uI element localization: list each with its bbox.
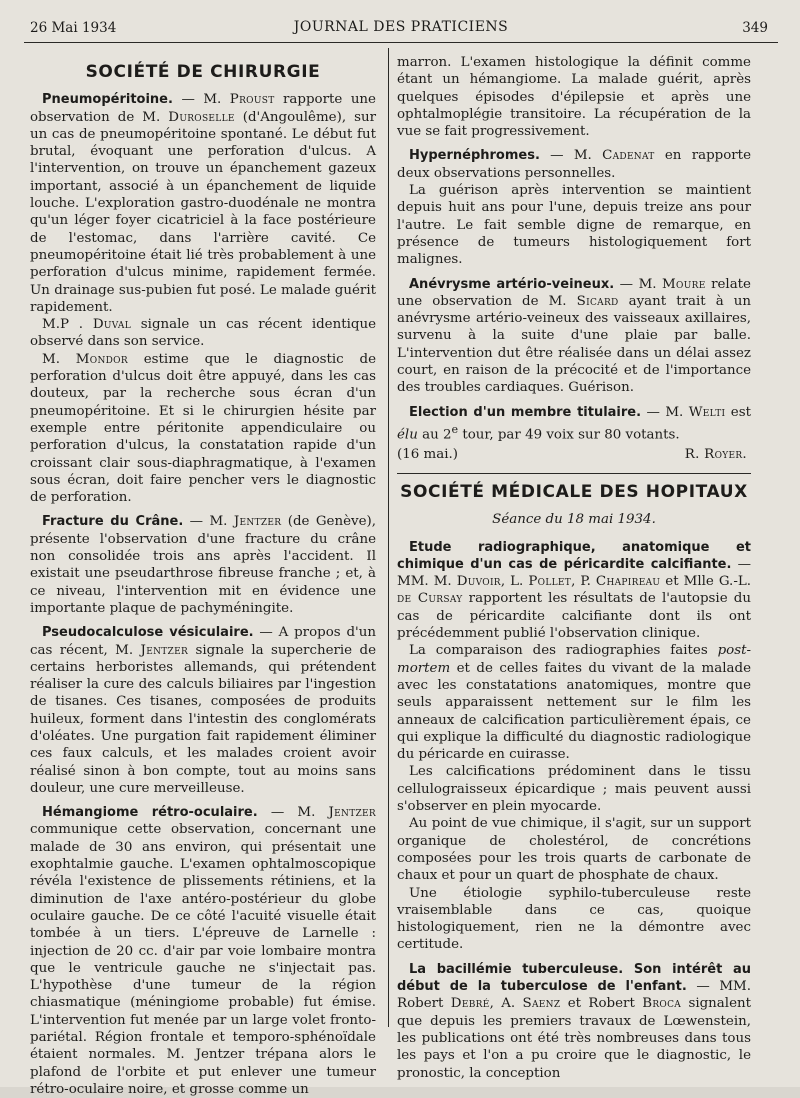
italic-text: post-mortem <box>397 643 751 676</box>
signoff <box>397 446 751 463</box>
author-name: Cadenat <box>602 148 655 164</box>
spacer <box>397 954 751 961</box>
author-name: Proust <box>229 92 275 108</box>
item-title-bacillemie: La bacillémie tuberculeuse. Son intérêt au début de la tuberculose de l'enfant. <box>397 961 751 995</box>
author-name: Mondor <box>75 351 128 367</box>
issue-date: 26 Mai 1934 <box>30 20 117 36</box>
signoff-author: R. Royer. <box>684 446 747 462</box>
paragraph-etude-2 <box>397 642 751 763</box>
text-run: — MM. M. <box>397 556 751 590</box>
text-run: — M. <box>641 404 689 420</box>
paragraph-continuation: marron. L'examen histologique la définit comme étant un hémangiome. La malade guérit, après quelques épisodes d'épilepsie et après une ophtalmoplégie transitoire. La récupération de la vue se fait progressivement. <box>397 55 751 140</box>
text-run: (de Genève), présente l'observation d'une fracture du crâne non consolidée trois ans après l'accident. Il existait une pseudarthrose fibreuse franche ; et, à ce niveau, l'intervention mit en évidence une importante plaque de pachyméningite. <box>30 514 376 616</box>
text-run: , L. <box>500 574 529 590</box>
item-title-election: Election d'un membre titulaire. <box>409 404 642 420</box>
spacer <box>30 506 376 513</box>
text-run: et de celles faites du vivant de la malade avec les constatations anatomiques, montre que seuls apparaissent nettement sur le film les anneaux de calcification particulièrement épais, ce qui explique la difficulté du diagnostic radiologique du péricarde en cuirasse. <box>397 660 751 763</box>
section-title-hopitaux: SOCIÉTÉ MÉDICALE DES HOPITAUX <box>400 482 748 502</box>
left-column <box>30 58 376 1098</box>
author-name: Jentzer <box>233 514 282 530</box>
paragraph-etude-3: Les calcifications prédominent dans le tissu cellulograisseux épicardique ; mais peuvent aussi s'observer en plein myocarde. <box>397 764 751 815</box>
text-run: rapportent les résultats de l'autopsie du cas de péricardite calcifiante dont ils ont précédemment publié l'observation clinique. <box>397 591 752 642</box>
item-title-hypernephromes: Hypernéphromes. <box>409 148 540 164</box>
author-name: Pollet <box>528 574 572 590</box>
paragraph-fracture-crane <box>30 513 376 617</box>
author-name: Duvoir <box>456 574 501 590</box>
item-title-anevrysme: Anévrysme artério-veineux. <box>409 276 615 292</box>
paragraph-election <box>397 404 751 444</box>
text-run: signale la supercherie de certains herboristes allemands, qui prétendent réaliser la cure des calculs biliaires par l'ingestion de tisanes. Ces tisanes, composées de produits huileux, forment dans l'intestin des conglomérats d'oléates. Une purgation fait rapidement éliminer ces faux calculs, et les malades croient avoir réalisé sinon à bon compte, tout au moins sans douleur, une cure merveilleuse. <box>30 642 376 796</box>
text-run: (d'Angoulême), sur un cas de pneumopéritoine spontané. Le début fut brutal, évoquant une perforation d'ulcus. A l'intervention, on trouve un épanchement gazeux important, associé à un épanchement de liquide louche. L'exploration gastro-duodénale ne montra qu'un léger foyer cicatriciel à la face postérieure de l'estomac, dans l'arrière cavité. Ce pneumopéritoine était lié très probablement à une perforation d'ulcus minime, rapidement fermée. Un drainage sus-pubien fut posé. Le malade guérit rapidement. <box>30 109 377 315</box>
paragraph-hypernephromes-2: La guérison après intervention se maintient depuis huit ans pour l'une, depuis treize ans pour l'autre. Le fait semble digne de remarque, en présence de tumeurs histologiquement fort malignes. <box>397 183 751 268</box>
text-run: — M. <box>183 514 234 530</box>
text-run: — M. <box>614 276 663 292</box>
author-name: Welti <box>688 404 726 420</box>
italic-text: élu <box>397 427 418 443</box>
item-title-hemangiome: Hémangiome rétro-oculaire. <box>42 805 258 821</box>
text-run: M.P . <box>42 317 93 333</box>
text-run: tour, par 49 voix sur 80 votants. <box>458 427 680 443</box>
header-rule <box>24 42 778 43</box>
paragraph-pneumoperitoine <box>30 91 376 316</box>
author-name: Jentzer <box>140 642 189 658</box>
text-run: M. <box>42 351 76 367</box>
paragraph-bacillemie <box>397 961 751 1082</box>
text-run: , A. <box>489 996 523 1012</box>
text-run: signalent que depuis les premiers travaux de Lœwenstein, les publications ont été très nombreuses dans tous les pays et l'on a pu croire que le diagnostic, le pronostic, la conception <box>397 996 752 1081</box>
spacer <box>397 269 751 276</box>
journal-title: JOURNAL DES PRATICIENS <box>293 19 509 35</box>
text-run: — M. <box>172 92 230 108</box>
paragraph-etude <box>397 539 751 643</box>
section-title-chirurgie: SOCIÉTÉ DE CHIRURGIE <box>85 62 321 82</box>
sitting-date: Séance du 18 mai 1934. <box>492 512 656 528</box>
text-run: rapporte une observation de M. <box>30 92 376 125</box>
item-title-etude: Etude radiographique, anatomique et chimique d'un cas de péricardite calcifiante. <box>397 539 751 572</box>
spacer <box>30 797 376 804</box>
paragraph-etude-4: Au point de vue chimique, il s'agit, sur un support organique de cholestérol, de concrétions composées pour les trois quarts de carbonate de chaux et pour un quart de phosphate de chaux. <box>397 816 751 884</box>
author-name: Duroselle <box>168 109 235 125</box>
spacer <box>397 140 751 147</box>
paragraph-hemangiome <box>30 804 376 1098</box>
text-run: et Robert <box>560 996 643 1012</box>
text-run: signale un cas récent identique observé dans son service. <box>30 317 377 350</box>
author-name: Jentzer <box>328 805 376 821</box>
text-run: estime que le diagnostic de perforation d'ulcus doit être appuyé, dans les cas douteux, par la recherche sous écran d'un pneumopéritoine. Et si le chirurgien hésite par exemple entre péritonite appendiculaire ou perforation d'ulcus, la constatation rapide d'un croissant clair sous-diaphragmatique, à l'examen sous écran, doit faire pencher vers le diagnostic de perforation. <box>30 351 376 506</box>
author-name: Sicard <box>576 293 619 309</box>
text-run: ayant trait à un anévrysme artério-veineux des vaisseaux axillaires, survenu à la suite d'une plaie par balle. L'intervention dut être réalisée dans un délai assez court, en raison de la précocité et de l'importance des troubles cardiaques. Guérison. <box>397 293 751 396</box>
paragraph-anevrysme <box>397 276 751 397</box>
signoff-date: (16 mai.) <box>397 446 458 462</box>
text-run: au 2 <box>417 427 452 443</box>
right-column <box>397 54 751 1082</box>
author-name: Chapireau <box>595 574 661 590</box>
column-divider <box>388 48 389 1027</box>
author-name: Moure <box>662 276 706 292</box>
author-name: Broca <box>642 996 682 1012</box>
text-run: et Mlle G.-L. <box>660 574 751 590</box>
author-name: de Cursay <box>397 591 463 607</box>
text-run: est <box>725 404 751 420</box>
paragraph-mondor <box>30 351 376 507</box>
page-number: 349 <box>742 20 768 36</box>
text-run: — M. <box>539 148 603 164</box>
text-run: — MM. Robert <box>397 979 751 1012</box>
item-title-pneumoperitoine: Pneumopéritoine. <box>42 92 173 108</box>
running-head <box>24 18 778 40</box>
text-run: communique cette observation, concernant une malade de 30 ans environ, qui présentait une exophtalmie gauche. L'examen ophtalmoscopique révéla l'existence de plissements rétiniens, et la diminution de l'axe antéro-postérieur du globe oculaire gauche. De ce côté l'acuité visuelle était tombée à un tiers. L'épreuve de Larnelle : injection de 20 cc. d'air par voie lombaire montra que le ventricule gauche ne s'injectait pas. L'hypothèse d'une tumeur de la région chiasmatique (méningiome probable) fut émise. L'intervention fut menée par un large volet fronto-pariétal. Région frontale et temporo-sphénoïdale étaient normales. M. Jentzer trépana alors le plafond de l'orbite et put enlever une tumeur rétro-oculaire noire, et grosse comme un <box>30 822 376 1097</box>
superscript: e <box>451 422 459 436</box>
item-title-pseudocalculose: Pseudocalculose vésiculaire. <box>42 625 254 641</box>
text-run: en rapporte deux observations personnelles. <box>397 148 751 181</box>
text-run: , P. <box>571 574 596 590</box>
paragraph-hypernephromes <box>397 147 751 182</box>
author-name: Duval <box>92 317 131 333</box>
spacer <box>397 397 751 404</box>
text-run: La comparaison des radiographies faites <box>409 643 718 659</box>
author-name: Debré <box>450 996 490 1012</box>
spacer <box>30 617 376 624</box>
paragraph-pseudocalculose <box>30 624 376 797</box>
text-run: relate une observation de M. <box>397 276 751 309</box>
section-rule <box>397 473 751 474</box>
item-title-fracture-crane: Fracture du Crâne. <box>42 514 184 530</box>
text-run: — M. <box>257 805 329 821</box>
paragraph-duval <box>30 316 376 351</box>
author-name: Saenz <box>522 996 561 1012</box>
paragraph-etude-5: Une étiologie syphilo-tuberculeuse reste vraisemblable dans ce cas, quoique histologiquement, rien ne la démontre avec certitude. <box>397 885 751 953</box>
text-run: — A propos d'un cas récent, M. <box>30 625 376 658</box>
